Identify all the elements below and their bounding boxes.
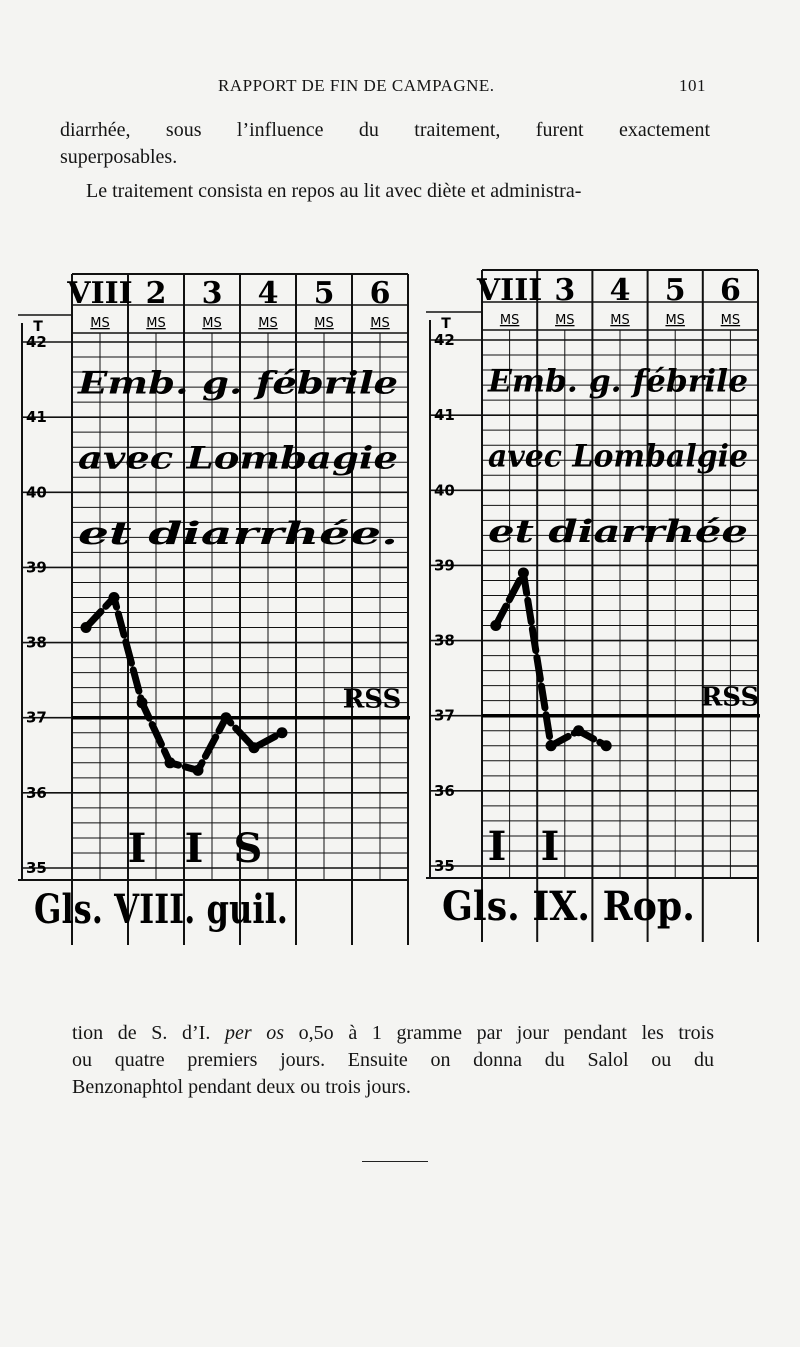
text-run: o,5o à 1 gramme par jour pendant les trois xyxy=(284,1022,714,1044)
paragraph-second: Le traitement consista en repos au lit avec diète et administra- xyxy=(86,180,582,202)
page-number: 101 xyxy=(679,76,706,95)
annotation-line: et diarrhée. xyxy=(78,515,398,552)
temperature-point xyxy=(546,740,557,751)
temperature-point xyxy=(277,727,288,738)
y-tick-label: 40 xyxy=(434,481,455,500)
paragraph-top-line-1: diarrhée, sous l’influence du traitement, furent exactement xyxy=(60,119,710,141)
temperature-point xyxy=(81,622,92,633)
shift-label: MS xyxy=(665,313,685,328)
day-label: 6 xyxy=(369,276,391,311)
annotation-line: Emb. g. fébrile xyxy=(486,363,748,400)
y-tick-label: 38 xyxy=(434,631,455,650)
temperature-line xyxy=(496,573,606,746)
patient-label: Gls. IX. Rop. xyxy=(442,883,695,930)
shift-label: MS xyxy=(258,316,278,331)
y-axis-title: T xyxy=(33,319,43,335)
shift-label: MS xyxy=(499,313,520,328)
rss-marker: RSS xyxy=(342,684,402,715)
temperature-point xyxy=(249,742,260,753)
paragraph-bottom xyxy=(72,1020,714,1101)
day-label: 4 xyxy=(609,273,631,308)
day-label: 6 xyxy=(719,273,741,308)
shift-label: MS xyxy=(370,316,390,331)
y-tick-label: 36 xyxy=(434,781,455,800)
y-tick-label: 41 xyxy=(26,408,47,427)
bottom-mark: S xyxy=(233,825,263,872)
bottom-mark: I xyxy=(184,825,204,872)
temperature-point xyxy=(221,712,232,723)
y-tick-label: 41 xyxy=(434,406,455,425)
temperature-point xyxy=(573,725,584,736)
y-axis-title: T xyxy=(441,316,451,332)
shift-label: MS xyxy=(90,316,110,331)
day-label: 4 xyxy=(257,276,279,311)
running-title: RAPPORT DE FIN DE CAMPAGNE. xyxy=(218,76,495,95)
shift-label: MS xyxy=(202,316,222,331)
y-tick-label: 42 xyxy=(434,331,455,349)
bottom-mark: I xyxy=(127,825,147,872)
day-label: 3 xyxy=(554,273,576,308)
annotation-line: avec Lombagie xyxy=(78,440,398,477)
y-tick-label: 37 xyxy=(26,708,47,727)
text-run: tion de S. d’I. xyxy=(72,1022,225,1044)
paragraph-top-line-2: superposables. xyxy=(60,146,178,168)
y-tick-label: 35 xyxy=(434,857,455,875)
day-label: VIII xyxy=(67,276,133,311)
annotation-line: Emb. g. fébrile xyxy=(76,365,399,402)
day-label: 2 xyxy=(145,276,167,311)
day-label: 3 xyxy=(201,276,223,311)
paragraph-bottom-line-3: Benzonaphtol pendant deux ou trois jours. xyxy=(72,1076,411,1098)
day-label: VIII xyxy=(476,273,543,308)
rss-marker: RSS xyxy=(700,682,760,713)
y-tick-label: 39 xyxy=(434,556,455,575)
temperature-point xyxy=(193,765,204,776)
day-label: 5 xyxy=(664,273,686,308)
annotation-line: et diarrhée xyxy=(488,513,748,550)
shift-label: MS xyxy=(555,313,575,328)
temperature-point xyxy=(109,592,120,603)
y-tick-label: 39 xyxy=(26,558,47,577)
y-tick-label: 35 xyxy=(26,859,47,877)
temperature-point xyxy=(490,620,501,631)
bottom-mark: I xyxy=(540,823,560,870)
temperature-chart-left xyxy=(18,274,410,945)
shift-label: MS xyxy=(314,316,334,331)
day-label: 5 xyxy=(313,276,335,311)
y-tick-label: 40 xyxy=(26,483,47,502)
section-rule xyxy=(362,1161,428,1162)
paragraph-bottom-line-2: ou quatre premiers jours. Ensuite on donna du Salol ou du xyxy=(72,1049,714,1071)
bottom-mark: I xyxy=(487,823,507,870)
shift-label: MS xyxy=(146,316,166,331)
y-tick-label: 38 xyxy=(26,633,47,652)
temperature-point xyxy=(165,757,176,768)
temperature-point xyxy=(137,697,148,708)
temperature-point xyxy=(601,740,612,751)
temperature-point xyxy=(518,567,529,578)
temperature-chart-right xyxy=(426,270,760,942)
annotation-line: avec Lombalgie xyxy=(488,438,748,475)
patient-label: Gls. VIII. guil. xyxy=(34,886,288,933)
y-tick-label: 42 xyxy=(26,333,47,351)
shift-label: MS xyxy=(610,313,630,328)
shift-label: MS xyxy=(720,313,741,328)
italic-run: per os xyxy=(224,1022,285,1044)
y-tick-label: 36 xyxy=(26,783,47,802)
y-tick-label: 37 xyxy=(434,706,455,725)
paragraph-bottom-line-1 xyxy=(72,1020,714,1047)
